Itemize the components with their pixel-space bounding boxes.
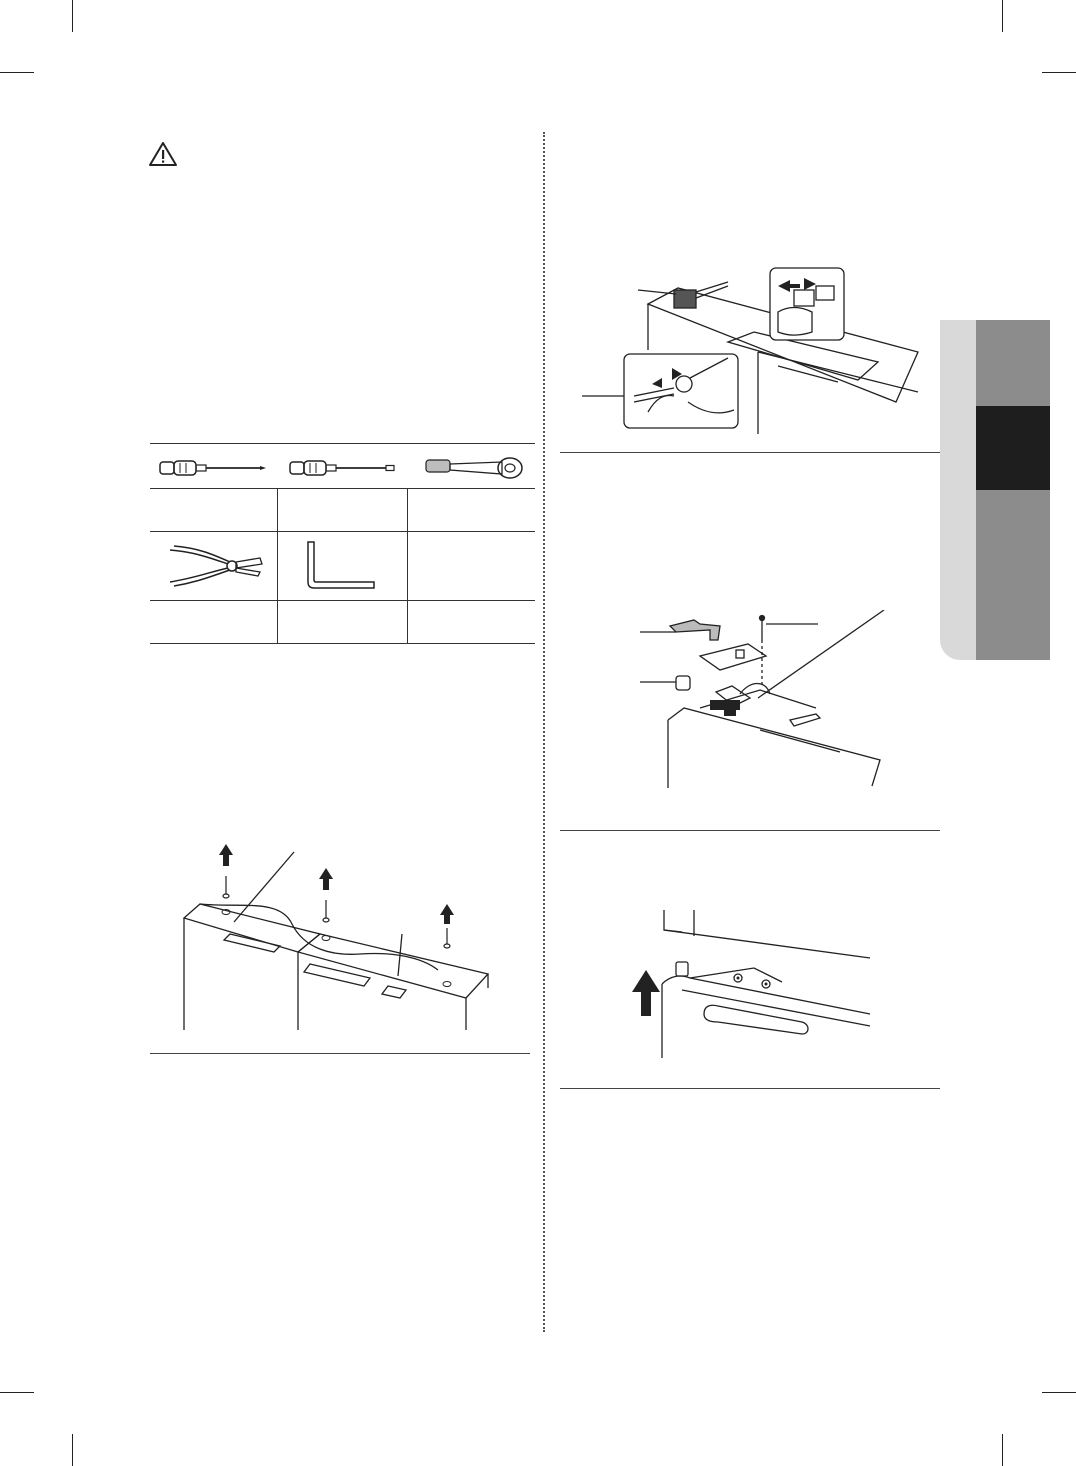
flat-screwdriver-icon [280, 444, 405, 488]
crop-mark [1002, 0, 1003, 32]
socket-wrench-icon [410, 444, 535, 488]
tools-row-icons [150, 531, 535, 600]
tools-row-labels [150, 600, 535, 644]
section-rule [560, 830, 940, 831]
crop-mark [0, 72, 34, 73]
crop-mark [1002, 1434, 1003, 1466]
tool-col-sep [407, 489, 408, 531]
tool-col-sep [277, 532, 278, 600]
pliers-icon [150, 532, 275, 600]
crop-mark [72, 1434, 73, 1466]
chapter-tab [976, 490, 1050, 660]
tool-col-sep [277, 489, 278, 531]
section-rule [560, 1088, 940, 1089]
hinge-assembly-illustration [640, 610, 890, 792]
column-divider [543, 132, 545, 1332]
tool-col-sep [277, 601, 278, 643]
tool-cell [150, 444, 275, 488]
tool-col-sep [407, 532, 408, 600]
tool-col-sep [407, 601, 408, 643]
crop-mark [72, 0, 73, 32]
chapter-tab [976, 320, 1050, 406]
section-rule [560, 452, 940, 453]
wire-connector-illustration [578, 262, 938, 434]
crop-mark [0, 1392, 34, 1393]
top-cover-screws-illustration [170, 838, 500, 1034]
tools-row-labels [150, 488, 535, 531]
warning-triangle-icon [148, 141, 178, 167]
section-rule [150, 1053, 530, 1054]
chapter-tab-active [976, 406, 1050, 490]
crop-mark [1042, 72, 1076, 73]
tools-row-icons [150, 443, 535, 488]
phillips-screwdriver-icon [150, 444, 275, 488]
tool-cell [410, 444, 535, 488]
lift-door-illustration [630, 906, 874, 1058]
chapter-tab-strip [940, 320, 1050, 660]
tool-cell [150, 532, 275, 600]
crop-mark [1042, 1392, 1076, 1393]
tool-cell [280, 444, 405, 488]
tool-cell [280, 532, 405, 600]
hex-key-icon [280, 532, 405, 600]
